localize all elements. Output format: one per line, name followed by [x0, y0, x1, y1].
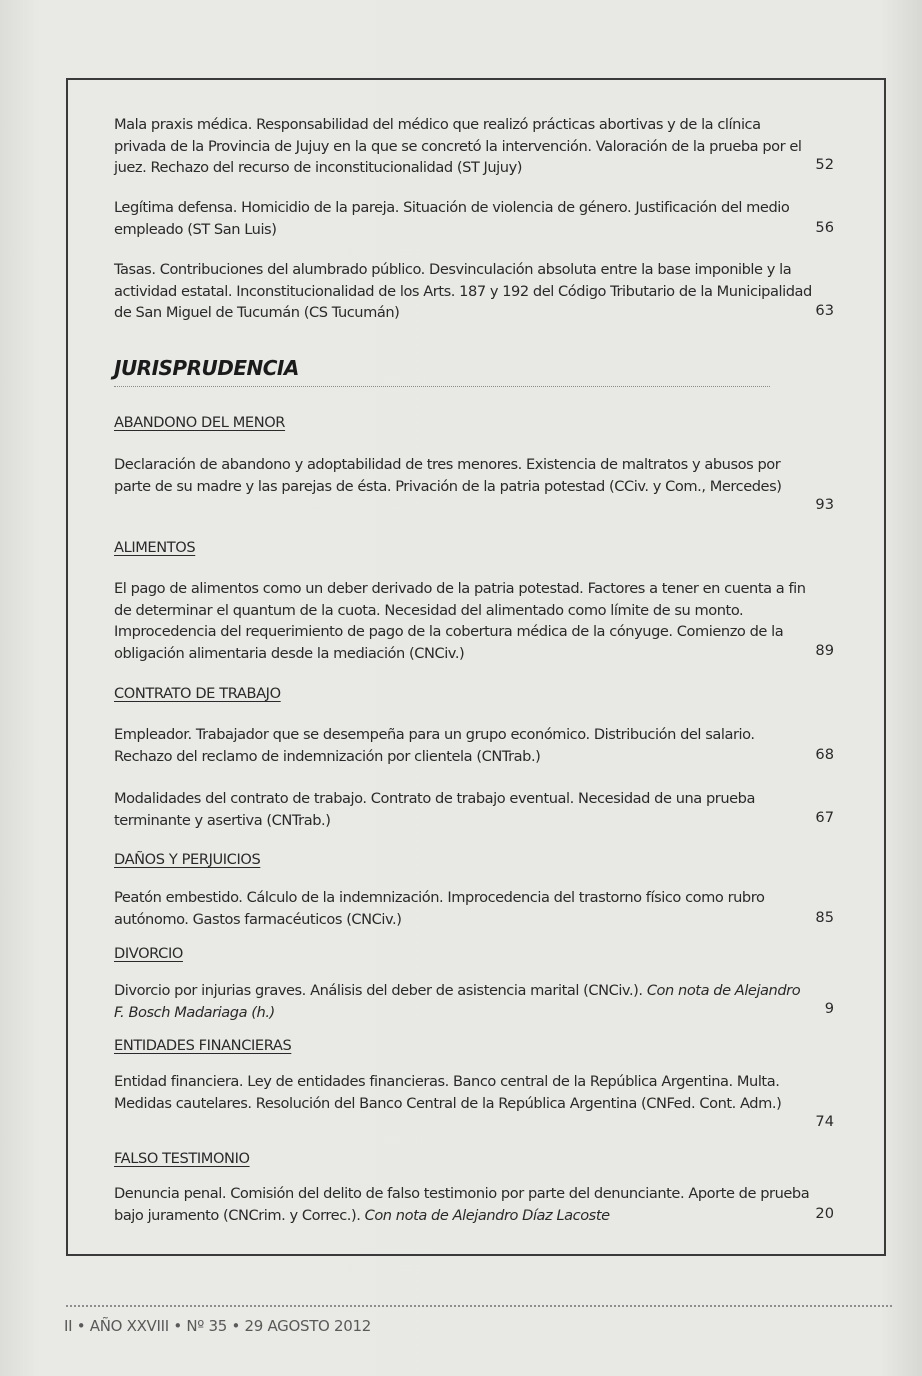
entry-page-number: 68 — [815, 746, 834, 763]
entry-abandono — [114, 454, 814, 497]
entry-peaton — [114, 887, 814, 930]
entry-page-number: 85 — [815, 909, 834, 926]
entry-page-number: 93 — [815, 496, 834, 513]
page-footer: II • AÑO XXVIII • Nº 35 • 29 AGOSTO 2012 — [64, 1317, 371, 1335]
entry-text: Entidad financiera. Ley de entidades financieras. Banco central de la República Argentina. Multa. Medidas cautelares. Resolución del Banco Central de la República Argentina (CNFed. Cont. Adm.) — [114, 1073, 782, 1112]
entry-text: Empleador. Trabajador que se desempeña para un grupo económico. Distribución del salario. Rechazo del reclamo de indemnización por clientela (CNTrab.) — [114, 726, 755, 765]
entry-mala-praxis — [114, 114, 814, 179]
footer-divider — [66, 1305, 892, 1307]
entry-note: Con nota de Alejandro Díaz Lacoste — [364, 1206, 610, 1224]
entry-page-number: 20 — [815, 1205, 834, 1222]
category-contrato-de-trabajo: CONTRATO DE TRABAJO — [114, 685, 281, 702]
entry-text: Peatón embestido. Cálculo de la indemnización. Improcedencia del trastorno físico como rubro autónomo. Gastos farmacéuticos (CNCiv.) — [114, 889, 765, 928]
entry-page-number: 9 — [824, 1000, 834, 1017]
entry-legitima-defensa — [114, 197, 814, 240]
section-heading: JURISPRUDENCIA — [114, 356, 299, 380]
entry-text: Mala praxis médica. Responsabilidad del médico que realizó prácticas abortivas y de la clínica privada de la Provincia de Jujuy en la que se concretó la intervención. Valoración de la prueba por el juez. Rechazo del recurso de inconstitucionalidad (ST Jujuy) — [114, 116, 802, 176]
entry-denuncia-penal — [114, 1183, 814, 1226]
entry-page-number: 67 — [815, 809, 834, 826]
entry-page-number: 74 — [815, 1113, 834, 1130]
entry-text: Legítima defensa. Homicidio de la pareja. Situación de violencia de género. Justificación del medio empleado (ST San Luis) — [114, 199, 790, 238]
category-divorcio: DIVORCIO — [114, 945, 183, 962]
entry-tasas — [114, 259, 814, 324]
entry-text: Modalidades del contrato de trabajo. Contrato de trabajo eventual. Necesidad de una prueba terminante y asertiva (CNTrab.) — [114, 790, 755, 829]
entry-text: Denuncia penal. Comisión del delito de falso testimonio por parte del denunciante. Aporte de prueba bajo juramento (CNCrim. y Correc.). — [114, 1185, 810, 1224]
category-abandono-del-menor: ABANDONO DEL MENOR — [114, 414, 286, 431]
entry-empleador — [114, 724, 814, 767]
entry-text: Tasas. Contribuciones del alumbrado público. Desvinculación absoluta entre la base imponible y la actividad estatal. Inconstitucionalidad de los Arts. 187 y 192 del Código Tributario de la Municipalidad de San Miguel de Tucumán (CS Tucumán) — [114, 261, 812, 321]
entry-page-number: 52 — [815, 156, 834, 173]
category-danos-y-perjuicios: DAÑOS Y PERJUICIOS — [114, 851, 261, 868]
entry-page-number: 89 — [815, 642, 834, 659]
category-falso-testimonio: FALSO TESTIMONIO — [114, 1150, 250, 1167]
entry-modalidades — [114, 788, 814, 831]
entry-text: El pago de alimentos como un deber derivado de la patria potestad. Factores a tener en cuenta a fin de determinar el quantum de la cuota. Necesidad del alimentado como límite de su monto. Improcedencia del requerimiento de pago de la cobertura médica de la cónyuge. Comienzo de la obligación alimentaria desde la mediación (CNCiv.) — [114, 580, 806, 662]
entry-text: Divorcio por injurias graves. Análisis del deber de asistencia marital (CNCiv.). — [114, 982, 643, 999]
entry-alimentos — [114, 578, 814, 664]
entry-text: Declaración de abandono y adoptabilidad de tres menores. Existencia de maltratos y abusos por parte de su madre y las parejas de ésta. Privación de la patria potestad (CCiv. y Com., Mercedes) — [114, 456, 782, 495]
entry-page-number: 56 — [815, 219, 834, 236]
category-alimentos: ALIMENTOS — [114, 539, 196, 556]
category-entidades-financieras: ENTIDADES FINANCIERAS — [114, 1037, 292, 1054]
entry-page-number: 63 — [815, 302, 834, 319]
entry-entidad-financiera — [114, 1071, 814, 1114]
entry-note: Con nota de Alejandro F. Bosch Madariaga (h.) — [114, 982, 801, 1021]
heading-divider — [114, 386, 770, 387]
entry-divorcio — [114, 980, 814, 1023]
